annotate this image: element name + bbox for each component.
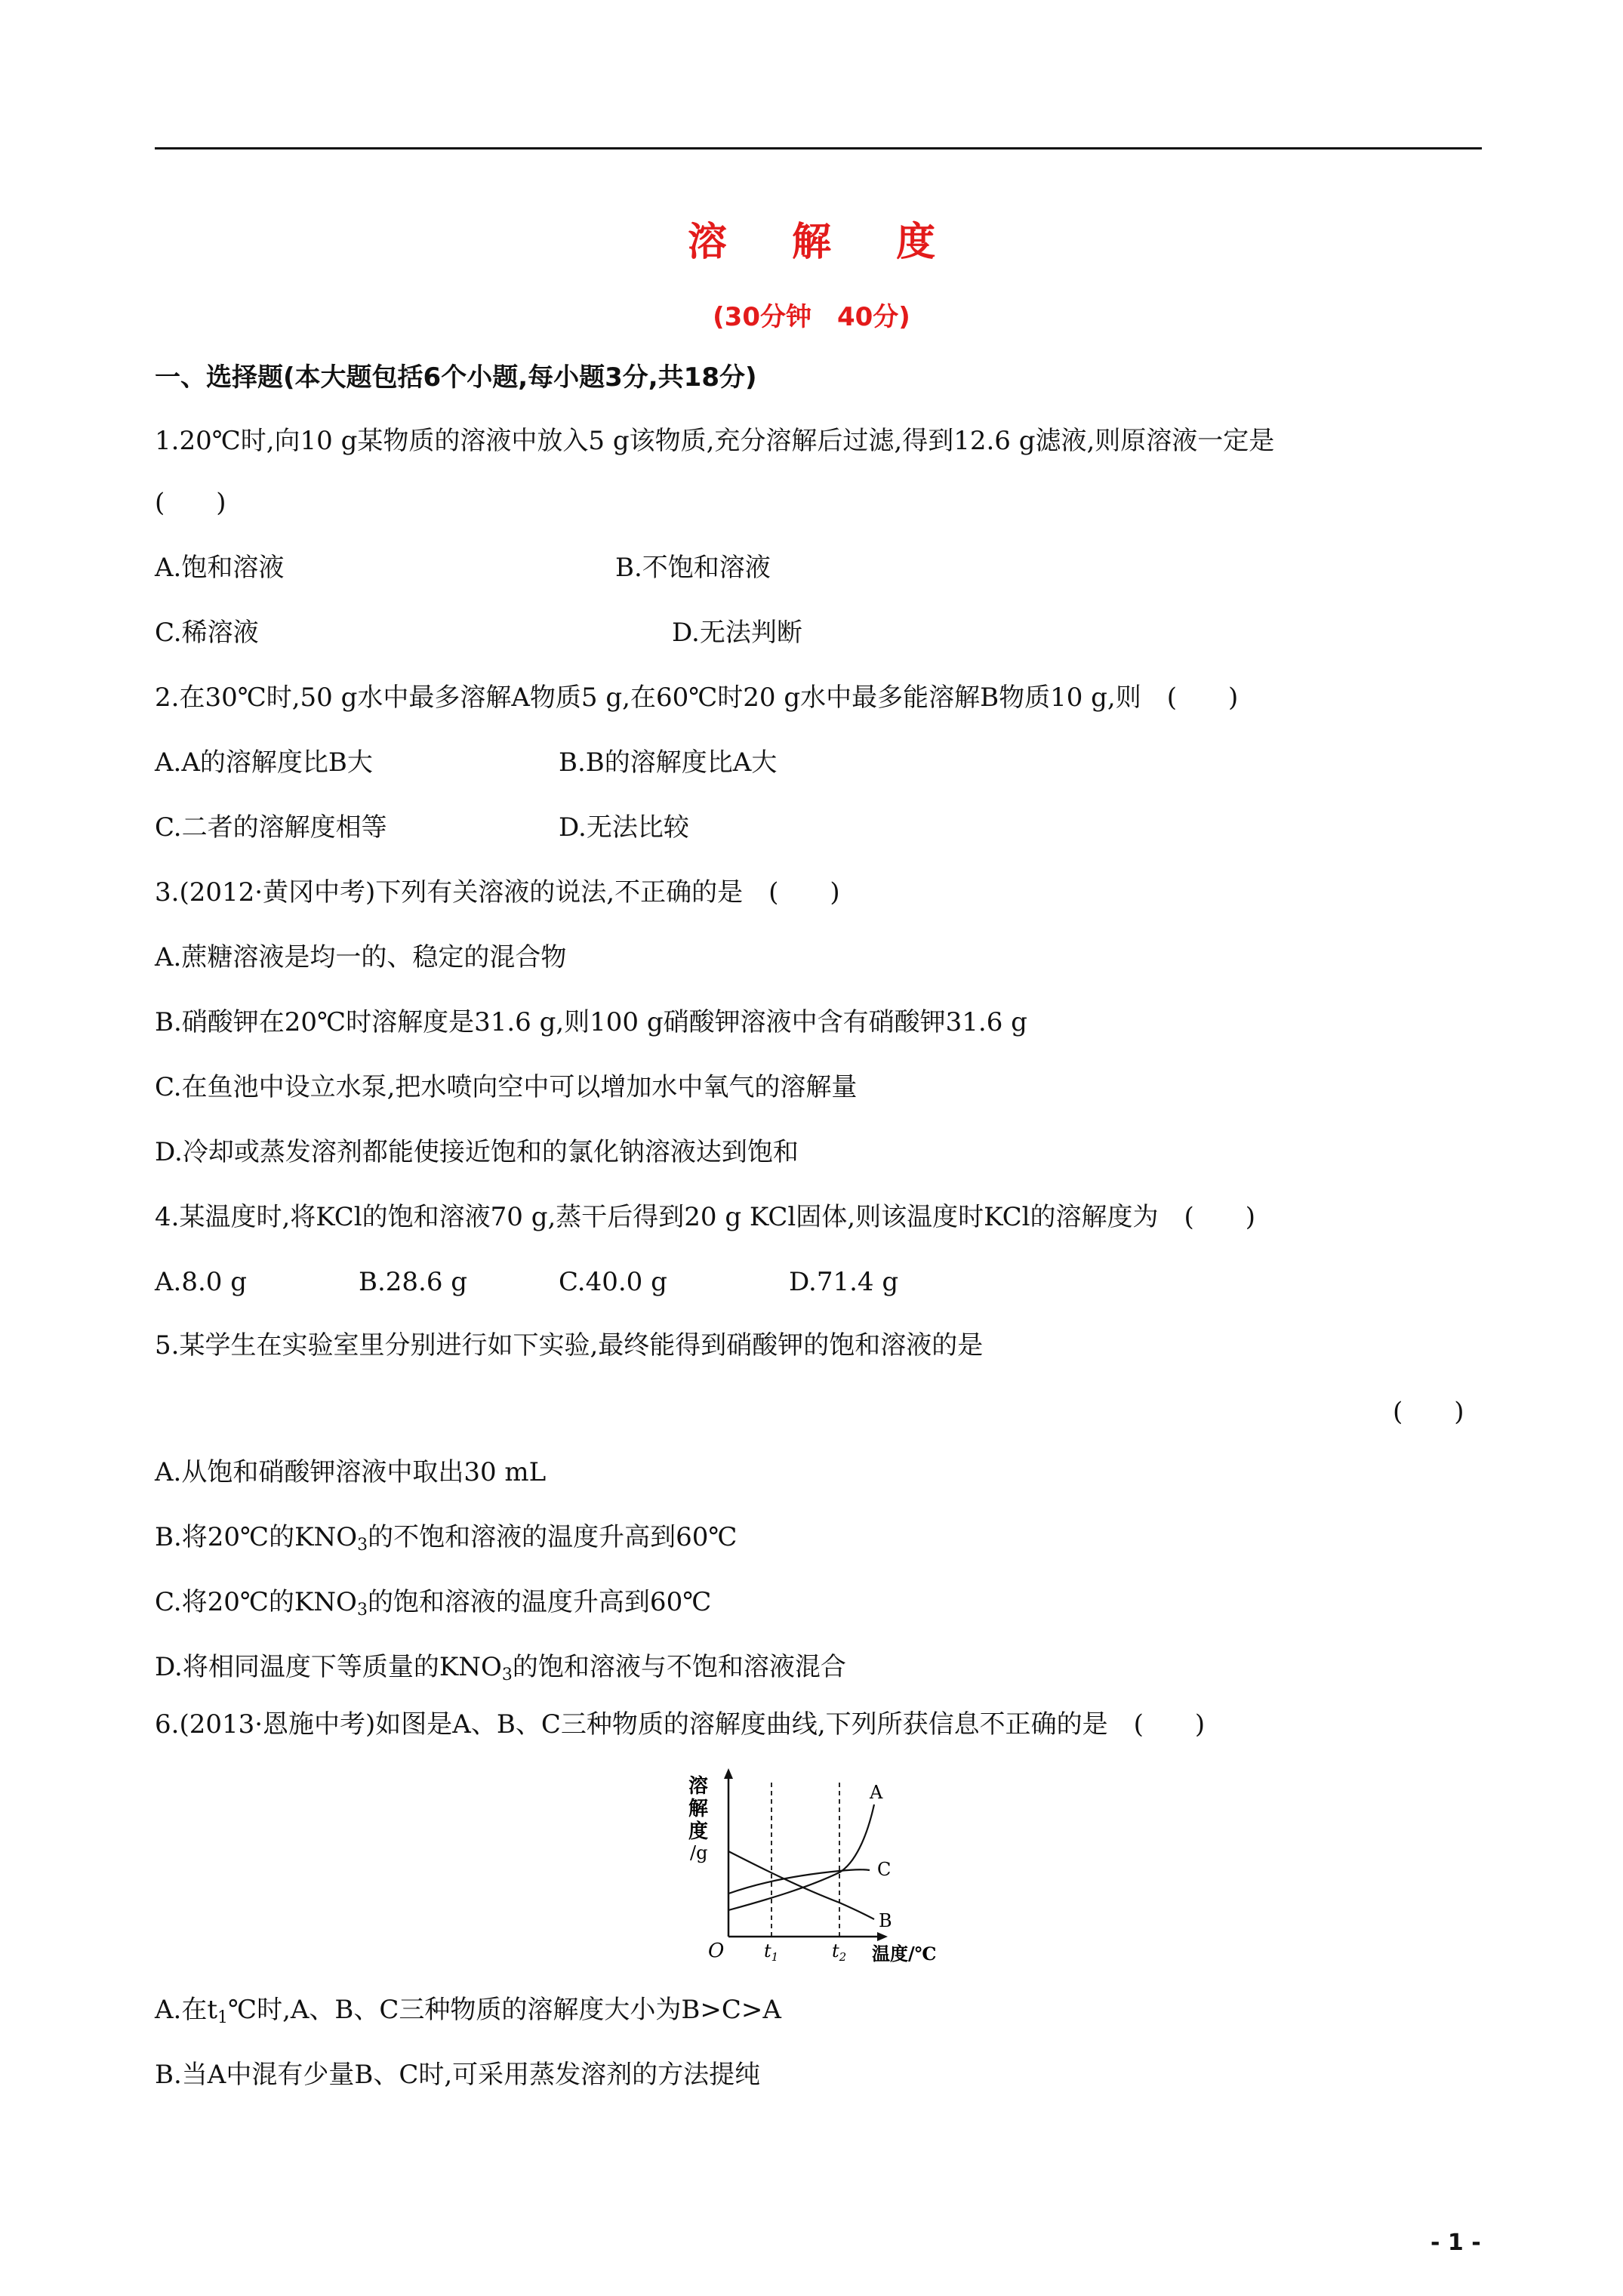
t2-label [832,1940,846,1963]
curve-c-label: C [877,1859,892,1880]
curve-b [728,1851,874,1919]
q5-option-d-text: D.将相同温度下等质量的KNO [155,1652,502,1682]
subscript: 3 [357,1536,368,1555]
q5-option-d [155,1650,846,1684]
q3-option-d: D.冷却或蒸发溶剂都能使接近饱和的氯化钠溶液达到饱和 [155,1137,799,1167]
q2-option-d: D.无法比较 [559,812,689,843]
q3-option-a: A.蔗糖溶液是均一的、稳定的混合物 [155,942,567,972]
q3-stem: 3.(2012·黄冈中考)下列有关溶液的说法,不正确的是 ( ) [155,877,840,908]
origin-label: O [708,1940,725,1962]
y-axis-arrow-icon [724,1768,733,1779]
subscript: 3 [501,1666,513,1684]
q1-answer-paren: ( ) [155,488,226,518]
q5-option-d-text-rest: 的饱和溶液与不饱和溶液混合 [512,1652,846,1682]
q5-option-c-text: C.将20℃的KNO [155,1587,357,1617]
page-subtitle: (30分钟 40分) [713,302,910,332]
section-heading: 一、选择题(本大题包括6个小题,每小题3分,共18分) [155,362,757,393]
q5-option-a: A.从饱和硝酸钾溶液中取出30 mL [155,1457,547,1487]
q5-option-c [155,1586,711,1619]
t1-label [764,1940,778,1963]
q6-option-a [155,1993,781,2026]
header-rule [155,147,1482,149]
q6-option-a-text: A.在t [155,1995,218,2025]
x-axis-label: 温度/℃ [872,1943,937,1963]
q2-stem: 2.在30℃时,50 g水中最多溶解A物质5 g,在60℃时20 g水中最多能溶解B物质10 g,则 ( ) [155,683,1239,713]
q5-stem: 5.某学生在实验室里分别进行如下实验,最终能得到硝酸钾的饱和溶液的是 [155,1330,984,1361]
page-title: 溶 解 度 [687,220,962,265]
curve-a-label: A [870,1782,883,1803]
q2-option-c: C.二者的溶解度相等 [155,812,387,843]
t1-label-sub: 1 [771,1950,779,1963]
q5-option-c-text-rest: 的饱和溶液的温度升高到60℃ [367,1587,712,1617]
q2-option-b: B.B的溶解度比A大 [559,747,778,778]
t2-label-base: t [832,1940,839,1962]
t1-label-base: t [764,1940,771,1962]
q6-option-a-text-rest: ℃时,A、B、C三种物质的溶解度大小为B>C>A [228,1995,781,2025]
t2-label-sub: 2 [839,1950,847,1963]
x-axis-arrow-icon [877,1932,888,1941]
y-label-unit: /g [690,1842,708,1863]
q1-option-c: C.稀溶液 [155,618,259,648]
curve-a [728,1804,874,1910]
y-label-char-2: 解 [688,1798,709,1820]
solubility-curve-figure [679,1767,966,1963]
q5-option-b-text-rest: 的不饱和溶液的温度升高到60℃ [368,1522,738,1552]
curve-c [728,1869,870,1894]
q1-option-b: B.不饱和溶液 [615,553,771,583]
q4-option-b: B.28.6 g [359,1267,468,1297]
q5-option-b [155,1521,737,1554]
q4-stem: 4.某温度时,将KCl的饱和溶液70 g,蒸干后得到20 g KCl固体,则该温度时KCl的溶解度为 ( ) [155,1202,1255,1232]
q3-option-c: C.在鱼池中设立水泵,把水喷向空中可以增加水中氧气的溶解量 [155,1072,858,1102]
q5-answer-paren: ( ) [1393,1397,1464,1427]
q4-option-d: D.71.4 g [789,1267,899,1297]
q4-option-a: A.8.0 g [155,1267,248,1297]
q1-stem: 1.20℃时,向10 g某物质的溶液中放入5 g该物质,充分溶解后过滤,得到12.6 g滤液,则原溶液一定是 [155,426,1275,456]
y-label-char-3: 度 [688,1820,709,1843]
solubility-curve-svg [679,1767,966,1963]
q1-option-d: D.无法判断 [672,618,802,648]
q6-stem: 6.(2013·恩施中考)如图是A、B、C三种物质的溶解度曲线,下列所获信息不正确的是 ( ) [155,1709,1206,1740]
q4-option-c: C.40.0 g [559,1267,667,1297]
q1-option-a: A.饱和溶液 [155,553,285,583]
q5-option-b-text: B.将20℃的KNO [155,1522,358,1552]
q3-option-b: B.硝酸钾在20℃时溶解度是31.6 g,则100 g硝酸钾溶液中含有硝酸钾31.6 g [155,1007,1027,1037]
y-label-char-1: 溶 [688,1775,709,1798]
q6-option-b: B.当A中混有少量B、C时,可采用蒸发溶剂的方法提纯 [155,2060,761,2090]
subscript: 3 [356,1601,368,1620]
curve-b-label: B [879,1910,892,1931]
page-number: - 1 - [1431,2230,1481,2256]
q2-option-a: A.A的溶解度比B大 [155,747,373,778]
subscript: 1 [217,2008,229,2027]
